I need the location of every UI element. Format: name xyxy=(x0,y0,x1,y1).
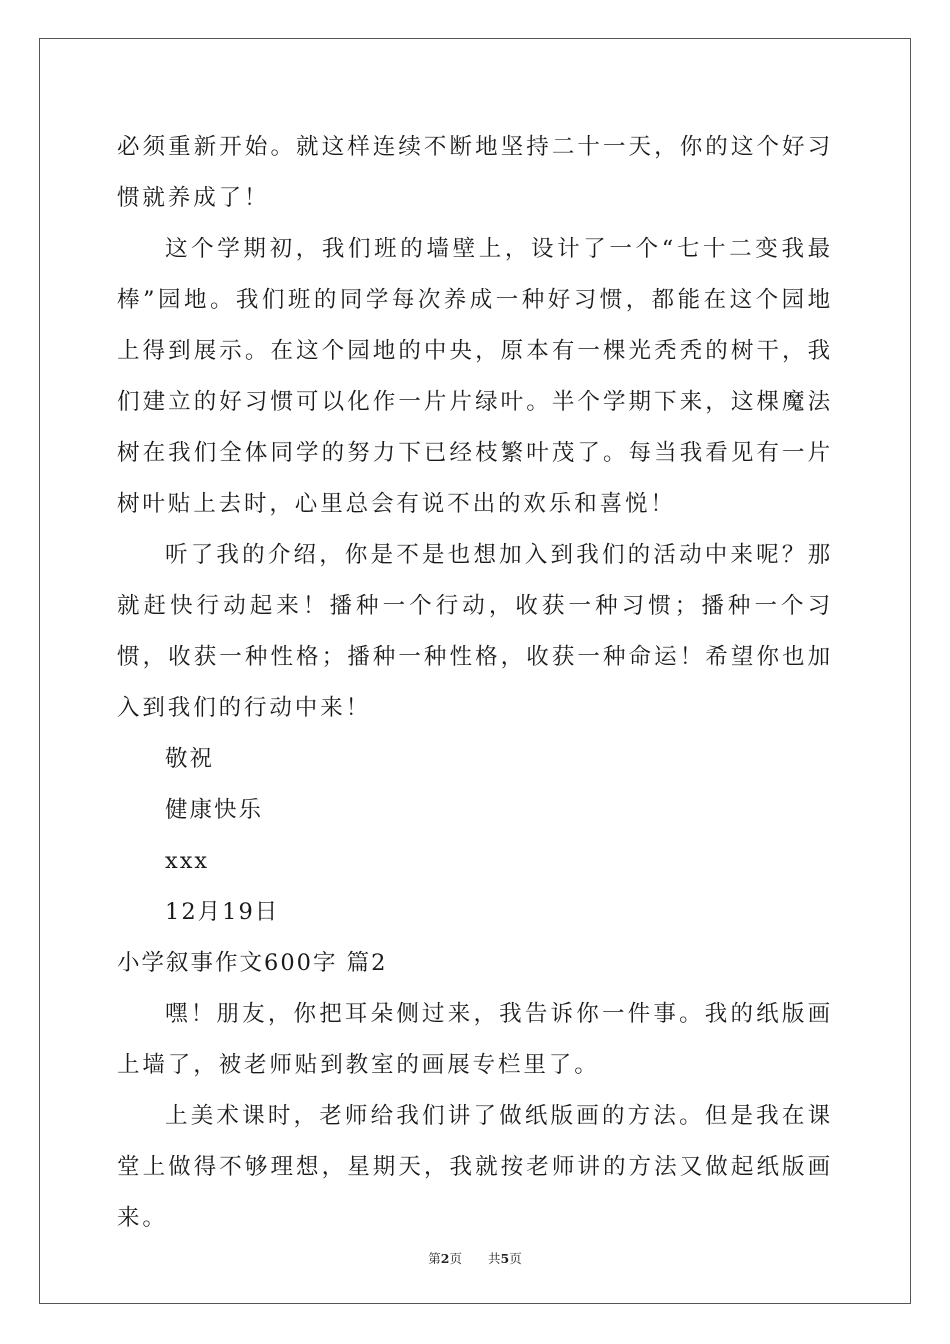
paragraph-garden: 这个学期初，我们班的墙壁上，设计了一个“七十二变我最棒”园地。我们班的同学每次养成一种好习惯，都能在这个园地上得到展示。在这个园地的中央，原本有一棵光秃秃的树干，我们建立的好习惯可以化作一片片绿叶。半个学期下来，这棵魔法树在我们全体同学的努力下已经枝繁叶茂了。每当我看见有一片树叶贴上去时，心里总会有说不出的欢乐和喜悦！ xyxy=(117,236,833,517)
document-body xyxy=(117,122,833,1244)
paragraph-invite: 听了我的介绍，你是不是也想加入到我们的活动中来呢？那就赶快行动起来！播种一个行动，收获一种习惯；播种一个习惯，收获一种性格；播种一种性格，收获一种命运！希望你也加入到我们的行动中来！ xyxy=(117,542,833,721)
closing-signature: xxx xyxy=(165,848,210,874)
total-pages: 5 xyxy=(500,1251,510,1266)
page-number: 第2页 xyxy=(428,1251,463,1266)
current-page: 2 xyxy=(440,1251,450,1266)
paragraph-art-class: 上美术课时，老师给我们讲了做纸版画的方法。但是我在课堂上做得不够理想，星期天，我就按老师讲的方法又做起纸版画来。 xyxy=(117,1103,833,1231)
page-footer xyxy=(0,1249,950,1267)
page-total: 共5页 xyxy=(487,1251,522,1266)
closing-wish: 健康快乐 xyxy=(165,797,264,823)
closing-salutation: 敬祝 xyxy=(165,746,215,772)
paragraph-continuation: 必须重新开始。就这样连续不断地坚持二十一天，你的这个好习惯就养成了！ xyxy=(117,134,833,211)
paragraph-hey: 嘿！朋友，你把耳朵侧过来，我告诉你一件事。我的纸版画上墙了，被老师贴到教室的画展专栏里了。 xyxy=(117,1001,833,1078)
section-title: 小学叙事作文600字 篇2 xyxy=(117,950,388,976)
closing-date: 12月19日 xyxy=(165,899,280,925)
